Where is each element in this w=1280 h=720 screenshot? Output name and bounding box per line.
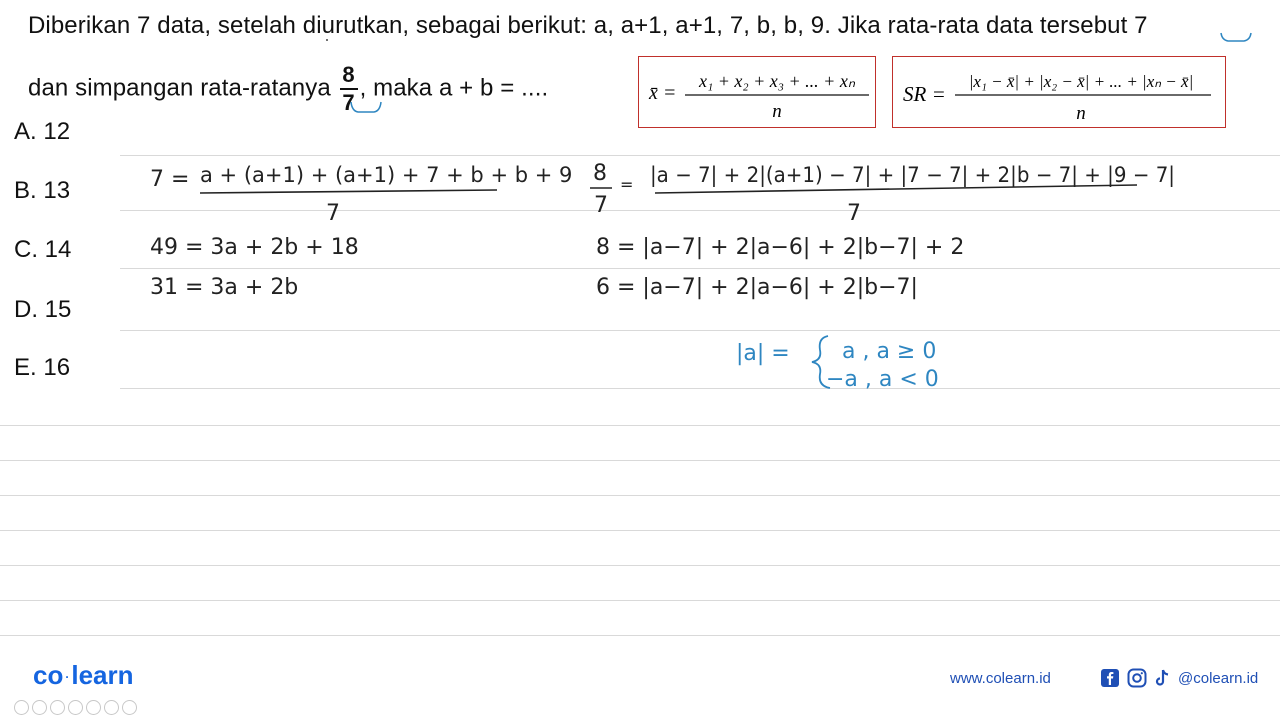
brand-dot-icon: · xyxy=(65,670,70,685)
hw-right-row1-denominator: 7 xyxy=(847,201,861,226)
sr-denominator: n xyxy=(1076,103,1086,124)
hw-left-row1-denominator: 7 xyxy=(326,201,340,226)
facebook-icon[interactable] xyxy=(1100,668,1120,688)
option-b[interactable]: B. 13 xyxy=(14,177,71,204)
sr-lhs: SR = xyxy=(903,82,946,106)
tiktok-icon[interactable] xyxy=(1154,668,1172,688)
instagram-icon[interactable] xyxy=(1127,668,1147,688)
question-text: , maka a + b = .... xyxy=(359,74,549,102)
mean-numerator: x₁ + x₂ + x₃ + ... + xₙ xyxy=(699,71,855,91)
social-handle[interactable]: @colearn.id xyxy=(1178,670,1259,687)
control-icon[interactable] xyxy=(68,700,83,715)
website-link[interactable]: www.colearn.id xyxy=(950,670,1051,687)
control-icon[interactable] xyxy=(14,700,29,715)
option-e[interactable]: E. 16 xyxy=(14,354,71,381)
hw-right-row3: 6 = |a−7| + 2|a−6| + 2|b−7| xyxy=(596,275,918,300)
sr-numerator: |x₁ − x̄| + |x₂ − x̄| + ... + |xₙ − x̄| xyxy=(968,72,1194,91)
annotation-underline xyxy=(351,102,381,112)
hw-fraction-bar xyxy=(200,190,497,193)
fraction-numerator: 8 xyxy=(342,62,355,87)
hw-right-row1-numerator: |a − 7| + 2|(a+1) − 7| + |7 − 7| + 2|b − 7| + |9 − 7| xyxy=(650,163,1206,187)
control-icon[interactable] xyxy=(86,700,101,715)
hw-right-row2: 8 = |a−7| + 2|a−6| + 2|b−7| + 2 xyxy=(596,235,965,260)
fraction-denominator: 7 xyxy=(342,90,355,115)
question-text: Diberikan 7 data, setelah diurutkan, sebagai berikut: a, a+1, a+1, 7, b, b, 9. Jika rata-rata data tersebut 7 xyxy=(28,12,1148,39)
option-d[interactable]: D. 15 xyxy=(14,296,72,323)
hw-equals: = xyxy=(620,175,634,194)
control-icon[interactable] xyxy=(104,700,119,715)
hw-left-row1-lhs: 7 = xyxy=(150,167,190,192)
option-a[interactable]: A. 12 xyxy=(14,118,71,145)
hw-abs-case-1: a , a ≥ 0 xyxy=(842,339,937,364)
hw-left-row2: 49 = 3a + 2b + 18 xyxy=(150,235,359,260)
brand-logo-left: co xyxy=(33,660,64,690)
brand-logo xyxy=(33,660,134,691)
control-icon[interactable] xyxy=(122,700,137,715)
hw-right-lhs-numerator: 8 xyxy=(593,161,607,186)
brand-logo-right: learn xyxy=(71,660,134,690)
cursor-dot xyxy=(326,39,328,41)
hw-abs-case-2: −a , a < 0 xyxy=(826,367,939,392)
control-icon[interactable] xyxy=(32,700,47,715)
question-text: dan simpangan rata-ratanya xyxy=(28,74,338,102)
hw-left-row3: 31 = 3a + 2b xyxy=(150,275,299,300)
mean-lhs: x̄ = xyxy=(649,82,677,104)
option-c[interactable]: C. 14 xyxy=(14,236,72,263)
hw-right-lhs-denominator: 7 xyxy=(594,193,608,218)
hw-left-row1-numerator: a + (a+1) + (a+1) + 7 + b + b + 9 xyxy=(200,163,573,187)
mean-denominator: n xyxy=(772,101,782,122)
annotation-underline xyxy=(1221,33,1251,41)
control-icon[interactable] xyxy=(50,700,65,715)
hw-abs-definition-lhs: |a| = xyxy=(736,341,790,366)
